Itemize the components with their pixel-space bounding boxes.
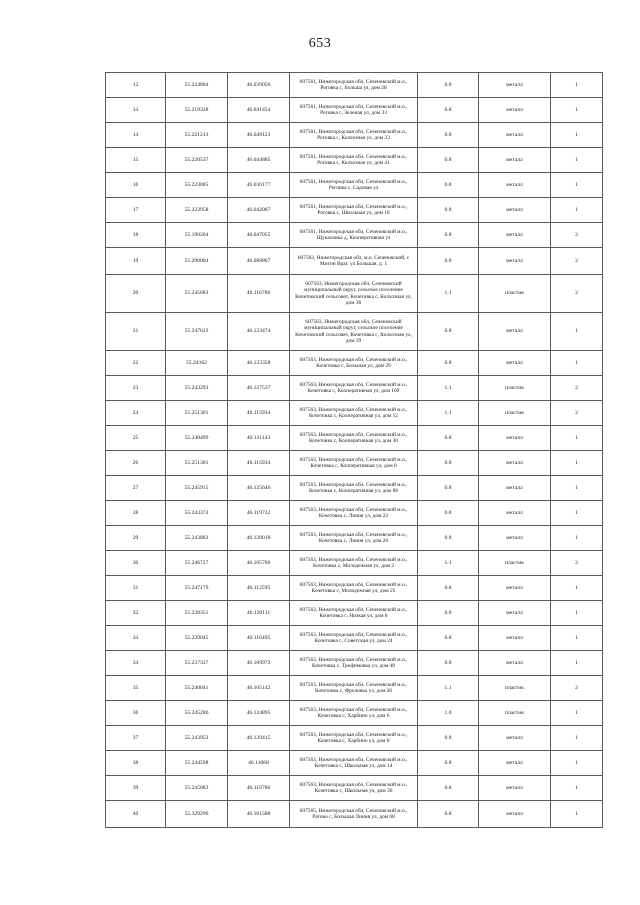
row-number-cell: 12 xyxy=(106,73,166,98)
row-number-cell: 18 xyxy=(106,223,166,248)
latitude-cell: 55.219338 xyxy=(166,98,228,123)
material-cell: пластик xyxy=(479,275,551,313)
longitude-cell: 46.120018 xyxy=(228,526,290,551)
volume-cell: 0.8 xyxy=(418,451,479,476)
longitude-cell: 46.105786 xyxy=(228,551,290,576)
container-site-table xyxy=(105,72,603,828)
longitude-cell: 46.041454 xyxy=(228,98,290,123)
longitude-cell: 46.124895 xyxy=(228,701,290,726)
table-row xyxy=(106,626,603,651)
longitude-cell: 46.116495 xyxy=(228,626,290,651)
row-number-cell: 19 xyxy=(106,248,166,275)
latitude-cell: 55.221213 xyxy=(166,123,228,148)
material-cell: металл xyxy=(479,751,551,776)
table-row xyxy=(106,223,603,248)
material-cell: металл xyxy=(479,801,551,828)
row-number-cell: 36 xyxy=(106,701,166,726)
count-cell: 1 xyxy=(551,198,603,223)
table-row xyxy=(106,313,603,351)
count-cell: 2 xyxy=(551,551,603,576)
row-number-cell: 38 xyxy=(106,751,166,776)
longitude-cell: 46.123358 xyxy=(228,351,290,376)
table-row xyxy=(106,676,603,701)
count-cell: 2 xyxy=(551,676,603,701)
longitude-cell: 46.044885 xyxy=(228,148,290,173)
material-cell: пластик xyxy=(479,401,551,426)
volume-cell: 0.8 xyxy=(418,476,479,501)
row-number-cell: 20 xyxy=(106,275,166,313)
address-cell: 607563, Нижегородская обл, Сеченовский м.о., Кочетовка с, Фроловка ул, дом 28 xyxy=(290,676,418,701)
count-cell: 1 xyxy=(551,701,603,726)
volume-cell: 1.1 xyxy=(418,676,479,701)
page-number: 653 xyxy=(308,36,332,51)
address-cell: 607563, Нижегородская обл, Сеченовский м.о., Кочетовка с, Низкая ул, дом 8 xyxy=(290,601,418,626)
count-cell: 2 xyxy=(551,223,603,248)
row-number-cell: 16 xyxy=(106,173,166,198)
address-cell: 607561, Нижегородская обл, Сеченовский м.о., Роговка с, Больша ул, дом 28 xyxy=(290,73,418,98)
longitude-cell: 46.115934 xyxy=(228,451,290,476)
longitude-cell: 46.115934 xyxy=(228,401,290,426)
row-number-cell: 30 xyxy=(106,551,166,576)
material-cell: металл xyxy=(479,198,551,223)
row-number-cell: 17 xyxy=(106,198,166,223)
address-cell: 607563, Нижегородская обл, Сеченовский м.о., Кочетовка с, Харбино ул, дом 8 xyxy=(290,726,418,751)
latitude-cell: 55.247623 xyxy=(166,313,228,351)
address-cell: 607561, Нижегородская обл, Сеченовский м.о., Роговка с, Колхозная ул, дом 41 xyxy=(290,148,418,173)
address-cell: 607563, Нижегородская обл, Сеченовский м.о., Кочетовка с, Кооперативная ул, дом 8 xyxy=(290,451,418,476)
longitude-cell: 46.161588 xyxy=(228,801,290,828)
row-number-cell: 39 xyxy=(106,776,166,801)
address-cell: 607561, Нижегородская обл, Сеченовский м.о., Роговка с, Зеленая ул, дом 33 xyxy=(290,98,418,123)
material-cell: металл xyxy=(479,526,551,551)
latitude-cell: 55.290004 xyxy=(166,248,228,275)
table-row xyxy=(106,501,603,526)
latitude-cell: 55.329296 xyxy=(166,801,228,828)
longitude-cell: 46.047055 xyxy=(228,223,290,248)
address-cell: 607563, Нижегородская обл, Сеченовский м.о., Кочетовка с, Советская ул, дом 24 xyxy=(290,626,418,651)
address-cell: 607563, Нижегородская обл, Сеченовский м.о., Кочетовка с, Молодежная ул, дом 25 xyxy=(290,576,418,601)
row-number-cell: 25 xyxy=(106,426,166,451)
latitude-cell: 55.245915 xyxy=(166,476,228,501)
volume-cell: 0.8 xyxy=(418,173,479,198)
material-cell: металл xyxy=(479,351,551,376)
table-row xyxy=(106,123,603,148)
latitude-cell: 55.190204 xyxy=(166,223,228,248)
volume-cell: 0.8 xyxy=(418,626,479,651)
longitude-cell: 46.121143 xyxy=(228,426,290,451)
count-cell: 1 xyxy=(551,123,603,148)
address-cell: 607561, Нижегородская обл, Сеченовский м.о., Роговка с, Садовая ул xyxy=(290,173,418,198)
volume-cell: 0.8 xyxy=(418,73,479,98)
table-row xyxy=(106,701,603,726)
table-row xyxy=(106,148,603,173)
count-cell: 1 xyxy=(551,751,603,776)
volume-cell: 0.8 xyxy=(418,148,479,173)
table-row xyxy=(106,248,603,275)
table-row xyxy=(106,351,603,376)
row-number-cell: 23 xyxy=(106,376,166,401)
table-row xyxy=(106,726,603,751)
table-row xyxy=(106,376,603,401)
material-cell: металл xyxy=(479,313,551,351)
count-cell: 1 xyxy=(551,726,603,751)
material-cell: пластик xyxy=(479,701,551,726)
latitude-cell: 55.237337 xyxy=(166,651,228,676)
volume-cell: 0.8 xyxy=(418,601,479,626)
longitude-cell: 46.129415 xyxy=(228,726,290,751)
material-cell: металл xyxy=(479,651,551,676)
row-number-cell: 34 xyxy=(106,651,166,676)
address-cell: 607563, Нижегородская обл, Сеченовский м.о., Кочетовка с, Харбино ул, дом 6 xyxy=(290,701,418,726)
material-cell: металл xyxy=(479,223,551,248)
longitude-cell: 46.119732 xyxy=(228,501,290,526)
material-cell: пластик xyxy=(479,676,551,701)
table-row xyxy=(106,401,603,426)
row-number-cell: 13 xyxy=(106,98,166,123)
count-cell: 2 xyxy=(551,401,603,426)
count-cell: 1 xyxy=(551,576,603,601)
address-cell: 607563, Нижегородская обл, Сеченовский м.о., Кочетовка с, Кооперативная ул, дом 12 xyxy=(290,401,418,426)
table-row xyxy=(106,451,603,476)
volume-cell: 1.1 xyxy=(418,401,479,426)
volume-cell: 0.8 xyxy=(418,123,479,148)
latitude-cell: 55.243953 xyxy=(166,726,228,751)
material-cell: пластик xyxy=(479,551,551,576)
count-cell: 1 xyxy=(551,313,603,351)
count-cell: 1 xyxy=(551,626,603,651)
row-number-cell: 35 xyxy=(106,676,166,701)
latitude-cell: 55.239045 xyxy=(166,626,228,651)
longitude-cell: 46.125646 xyxy=(228,476,290,501)
address-cell: 607563, Нижегородская обл, Сеченовский м.о., Кочетовка с, Большая ул, дом 29 xyxy=(290,351,418,376)
latitude-cell: 55.245286 xyxy=(166,701,228,726)
longitude-cell: 46.109972 xyxy=(228,651,290,676)
table-row xyxy=(106,173,603,198)
volume-cell: 0.8 xyxy=(418,801,479,828)
latitude-cell: 55.223085 xyxy=(166,173,228,198)
latitude-cell: 55.243863 xyxy=(166,526,228,551)
longitude-cell: 46.120111 xyxy=(228,601,290,626)
address-cell: 607561, Нижегородская обл, Сеченовский м.о., Щукаловка д, Кооперативная ул xyxy=(290,223,418,248)
count-cell: 1 xyxy=(551,148,603,173)
longitude-cell: 46.127537 xyxy=(228,376,290,401)
volume-cell: 1.1 xyxy=(418,551,479,576)
material-cell: металл xyxy=(479,123,551,148)
table-row xyxy=(106,551,603,576)
address-cell: 607563, Нижегородская обл, Сеченовский м.о., Кочетовка с, Кооперативная ул, дом 30 xyxy=(290,426,418,451)
address-cell: 607563, Нижегородская обл, Сеченовский м.о., Кочетовка с, Школьная ул, дом 14 xyxy=(290,751,418,776)
longitude-cell: 46.116786 xyxy=(228,275,290,313)
count-cell: 1 xyxy=(551,801,603,828)
count-cell: 2 xyxy=(551,248,603,275)
longitude-cell: 46.123474 xyxy=(228,313,290,351)
table-row xyxy=(106,476,603,501)
latitude-cell: 55.247179 xyxy=(166,576,228,601)
row-number-cell: 32 xyxy=(106,601,166,626)
count-cell: 1 xyxy=(551,73,603,98)
volume-cell: 0.8 xyxy=(418,726,479,751)
count-cell: 1 xyxy=(551,776,603,801)
volume-cell: 1.0 xyxy=(418,701,479,726)
address-cell: 607563, Нижегородская обл, Сеченовский муниципальный округ, сельское поселение Кочетовский сельсовет, Кочетовка с, Колхозная ул, дом 39 xyxy=(290,313,418,351)
material-cell: металл xyxy=(479,476,551,501)
volume-cell: 0.8 xyxy=(418,248,479,275)
count-cell: 1 xyxy=(551,351,603,376)
material-cell: металл xyxy=(479,73,551,98)
latitude-cell: 55.248499 xyxy=(166,426,228,451)
row-number-cell: 33 xyxy=(106,626,166,651)
address-cell: 607563, Нижегородская обл, Сеченовский м.о., Кочетовка с, Кооперативная ул, дом 88 xyxy=(290,476,418,501)
material-cell: металл xyxy=(479,601,551,626)
row-number-cell: 31 xyxy=(106,576,166,601)
row-number-cell: 14 xyxy=(106,123,166,148)
volume-cell: 0.8 xyxy=(418,751,479,776)
table-row xyxy=(106,73,603,98)
row-number-cell: 21 xyxy=(106,313,166,351)
material-cell: металл xyxy=(479,501,551,526)
latitude-cell: 55.240041 xyxy=(166,676,228,701)
latitude-cell: 55.245083 xyxy=(166,776,228,801)
table-row xyxy=(106,426,603,451)
count-cell: 1 xyxy=(551,451,603,476)
volume-cell: 0.8 xyxy=(418,313,479,351)
volume-cell: 1.1 xyxy=(418,275,479,313)
table-row xyxy=(106,601,603,626)
latitude-cell: 55.220537 xyxy=(166,148,228,173)
longitude-cell: 46.11068 xyxy=(228,751,290,776)
row-number-cell: 37 xyxy=(106,726,166,751)
latitude-cell: 55.223958 xyxy=(166,198,228,223)
address-cell: 607563, Нижегородская обл, Сеченовский м.о., Кочетовка с, Школьная ул, дом 36 xyxy=(290,776,418,801)
row-number-cell: 27 xyxy=(106,476,166,501)
address-cell: 607563, Нижегородская обл, Сеченовский м.о., Кочетовка с, Линия ул, дом 22 xyxy=(290,501,418,526)
table-row xyxy=(106,275,603,313)
row-number-cell: 15 xyxy=(106,148,166,173)
table-body xyxy=(106,73,603,828)
count-cell: 1 xyxy=(551,651,603,676)
latitude-cell: 55.243374 xyxy=(166,501,228,526)
address-cell: 607563, Нижегородская обл, Сеченовский муниципальный округ, сельское поселение Кочетовский сельсовет, Кочетовка с, Колхозная ул, дом 36 xyxy=(290,275,418,313)
longitude-cell: 46.088867 xyxy=(228,248,290,275)
latitude-cell: 55.244598 xyxy=(166,751,228,776)
latitude-cell: 55.238351 xyxy=(166,601,228,626)
volume-cell: 0.8 xyxy=(418,198,479,223)
table-row xyxy=(106,651,603,676)
table-row xyxy=(106,98,603,123)
material-cell: металл xyxy=(479,776,551,801)
address-cell: 607563, Нижегородская обл, Сеченовский м.о., Кочетовка с, Молодежная ул, дом 2 xyxy=(290,551,418,576)
volume-cell: 0.8 xyxy=(418,426,479,451)
latitude-cell: 55.243293 xyxy=(166,376,228,401)
latitude-cell: 55.251301 xyxy=(166,451,228,476)
address-cell: 607563, Нижегородская обл, Сеченовский м.о., Кочетовка с, Трофимовка ул, дом 48 xyxy=(290,651,418,676)
volume-cell: 0.8 xyxy=(418,526,479,551)
row-number-cell: 28 xyxy=(106,501,166,526)
table-row xyxy=(106,751,603,776)
count-cell: 2 xyxy=(551,376,603,401)
material-cell: металл xyxy=(479,248,551,275)
material-cell: металл xyxy=(479,626,551,651)
latitude-cell: 55.251301 xyxy=(166,401,228,426)
longitude-cell: 46.039056 xyxy=(228,73,290,98)
material-cell: металл xyxy=(479,98,551,123)
latitude-cell: 55.224804 xyxy=(166,73,228,98)
count-cell: 1 xyxy=(551,173,603,198)
volume-cell: 0.8 xyxy=(418,501,479,526)
address-cell: 607561, Нижегородская обл, Сеченовский м.о., Роговка с, Колхозная ул, дом 23 xyxy=(290,123,418,148)
material-cell: металл xyxy=(479,576,551,601)
count-cell: 1 xyxy=(551,426,603,451)
address-cell: 607561, Нижегородская обл, Сеченовский м.о., Роговка с, Школьная ул, дом 18 xyxy=(290,198,418,223)
row-number-cell: 29 xyxy=(106,526,166,551)
count-cell: 2 xyxy=(551,275,603,313)
count-cell: 1 xyxy=(551,476,603,501)
latitude-cell: 55.245683 xyxy=(166,275,228,313)
longitude-cell: 46.036177 xyxy=(228,173,290,198)
table-row xyxy=(106,776,603,801)
count-cell: 1 xyxy=(551,98,603,123)
row-number-cell: 22 xyxy=(106,351,166,376)
volume-cell: 0.8 xyxy=(418,223,479,248)
count-cell: 1 xyxy=(551,501,603,526)
count-cell: 1 xyxy=(551,526,603,551)
table-row xyxy=(106,526,603,551)
address-cell: 607563, Нижегородская обл, Сеченовский м.о., Кочетовка с, Линия ул, дом 26 xyxy=(290,526,418,551)
address-cell: 607563, Нижегородская обл, м.о. Сеченовский, с Митин Враг, ул Большая, д. 1 xyxy=(290,248,418,275)
material-cell: пластик xyxy=(479,376,551,401)
volume-cell: 1.1 xyxy=(418,376,479,401)
material-cell: металл xyxy=(479,173,551,198)
address-cell: 607563, Нижегородская обл, Сеченовский м.о., Кочетовка с, Кооперативная ул, дом 109 xyxy=(290,376,418,401)
material-cell: металл xyxy=(479,148,551,173)
longitude-cell: 46.105142 xyxy=(228,676,290,701)
count-cell: 1 xyxy=(551,601,603,626)
volume-cell: 0.8 xyxy=(418,651,479,676)
address-cell: 607565, Нижегородская обл, Сеченовский м.о., Ратово с, Большая Линия ул, дом 68 xyxy=(290,801,418,828)
table-row xyxy=(106,198,603,223)
longitude-cell: 46.112595 xyxy=(228,576,290,601)
row-number-cell: 24 xyxy=(106,401,166,426)
row-number-cell: 26 xyxy=(106,451,166,476)
longitude-cell: 46.042087 xyxy=(228,198,290,223)
table-row xyxy=(106,576,603,601)
volume-cell: 0.8 xyxy=(418,776,479,801)
material-cell: металл xyxy=(479,451,551,476)
material-cell: металл xyxy=(479,426,551,451)
latitude-cell: 55.24162 xyxy=(166,351,228,376)
longitude-cell: 46.049123 xyxy=(228,123,290,148)
material-cell: металл xyxy=(479,726,551,751)
volume-cell: 0.8 xyxy=(418,576,479,601)
longitude-cell: 46.116786 xyxy=(228,776,290,801)
latitude-cell: 55.246727 xyxy=(166,551,228,576)
table-row xyxy=(106,801,603,828)
volume-cell: 0.8 xyxy=(418,351,479,376)
volume-cell: 0.8 xyxy=(418,98,479,123)
row-number-cell: 40 xyxy=(106,801,166,828)
